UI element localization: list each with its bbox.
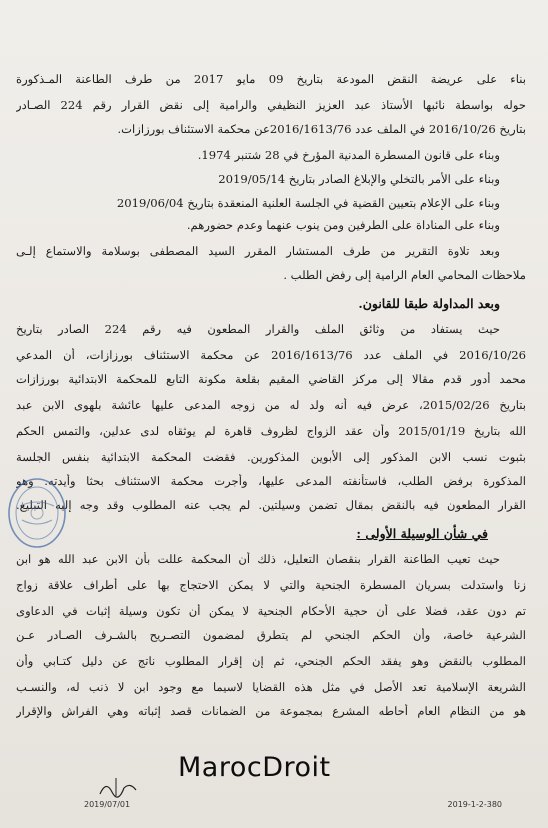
text-line-12: 2016/10/26 في الملف عدد 2016/1613/76 عن محكمة الاستئناف بورزازات، أن المدعي <box>16 348 526 362</box>
text-line-13: محمد أدور قدم مقالا إلى مركز القاضي المقيم بقلعة مكونة التابع للمحكمة الابتدائية بورزازات <box>16 372 526 386</box>
watermark-brand: MarocDroit <box>178 752 331 783</box>
text-line-2: حوله بواسطة نائبها الأستاذ عبد العزيز النظيفي والرامية إلى نقض القرار رقم 224 الصـادر <box>16 98 526 112</box>
text-line-22: تم دون عقد، فضلا على أن حجية الأحكام الجنحية لا يمكن أن تكون وسيلة إثبات في الدعاوى <box>16 604 526 618</box>
signature-mark <box>96 776 140 802</box>
text-line-17: المذكورة برفض الطلب، فاستأنفته المدعى عليها، وأجرت محكمة الاستئناف بحثا وأيدته. وهو <box>16 474 526 488</box>
text-line-21: زنا واستدلت بسريان المسطرة الجنحية والتي لا يمكن الاحتجاج بها على أطراف علاقة زواج <box>16 578 526 592</box>
text-line-25: الشريعة الإسلامية تعد الأصل في مثل هذه القضايا لاسيما مع وجود ابن لا ذنب له، والنسـب <box>16 680 526 694</box>
text-line-11: حيث يستفاد من وثائق الملف والقرار المطعون فيه رقم 224 الصادر بتاريخ <box>16 322 500 336</box>
text-line-8: وبعد تلاوة التقرير من طرف المستشار المقرر السيد المصطفى بوسلامة والاستماع إلـى <box>16 244 500 258</box>
text-line-15: الله بتاريخ 2015/01/19 وأن عقد الزواج لظروف قاهرة لم يوثقاه لدى عدلين، والتمس الحكم <box>16 424 526 438</box>
section-heading-first-ground: في شأن الوسيلة الأولى : <box>356 526 488 541</box>
text-line-23: الشرعية خاصة، وأن الحكم الجنحي لم يتطرق لمضمون التصـريح بالشـرف الصـادر عـن <box>16 628 526 642</box>
text-line-18: القرار المطعون فيه بالنقض بمقال تضمن وسيلتين. لم يجب عنه المطلوب وقد وجه إليه التبليغ. <box>16 498 526 512</box>
text-line-14: بتاريخ 2015/02/26، عرض فيه أنه ولد له من زوجه المدعى عليها عائشة بلهوى الابن عبد <box>16 398 526 412</box>
text-line-3: بتاريخ 2016/10/26 في الملف عدد 2016/1613/76عن محكمة الاستئناف بورزازات. <box>117 122 526 136</box>
text-line-9: ملاحظات المحامي العام الرامية إلى رفض الطلب . <box>283 268 526 282</box>
footer-date: 2019/07/01 <box>84 800 131 809</box>
text-line-26: هو من النظام العام أحاطه المشرع بمجموعة من الضمانات قصد إثباته وهي الفراش والإقرار <box>16 704 526 718</box>
text-line-7: وبناء على المناداة على الطرفين ومن ينوب عنهما وعدم حضورهم. <box>186 218 500 232</box>
footer-reference: 2019-1-2-380 <box>447 800 502 809</box>
text-line-5: وبناء على الأمر بالتخلي والإبلاغ الصادر بتاريخ 2019/05/14 <box>218 172 500 186</box>
text-line-24: المطلوب بالنقض وهو يفقد الحكم الجنحي، ثم إن إقرار المطلوب ناتج عن دليل كتـابي وأن <box>16 654 526 668</box>
text-line-16: بثبوت نسب الابن المذكور إلى الأبوين المذكورين. فقضت المحكمة الابتدائية بنفس الجلسة <box>16 450 526 464</box>
text-line-20: حيث تعيب الطاعنة القرار بنقصان التعليل، ذلك أن المحكمة عللت بأن الابن عبد الله هو ابن <box>16 552 500 566</box>
text-line-1: بناء على عريضة النقض المودعة بتاريخ 09 مايو 2017 من طرف الطاعنة المـذكورة <box>16 72 526 86</box>
section-heading-deliberation: وبعد المداولة طبقا للقانون. <box>358 296 500 311</box>
court-stamp <box>6 476 68 550</box>
text-line-6: وبناء على الإعلام بتعيين القضية في الجلسة العلنية المنعقدة بتاريخ 2019/06/04 <box>116 196 500 210</box>
text-line-4: وبناء على قانون المسطرة المدنية المؤرخ في 28 شتنبر 1974. <box>197 148 500 162</box>
